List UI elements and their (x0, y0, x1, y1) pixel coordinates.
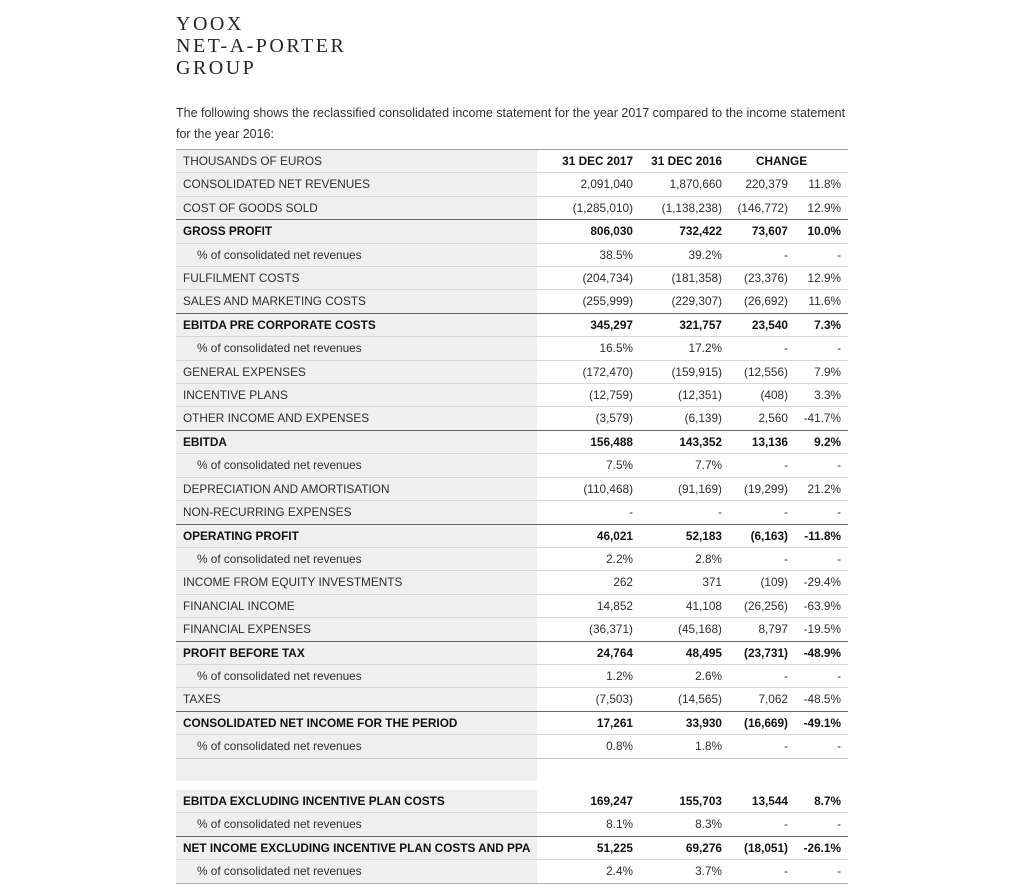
row-label (176, 758, 537, 781)
change-percent (788, 758, 848, 781)
value-2016: 2.8% (633, 547, 722, 570)
row-label: COST OF GOODS SOLD (176, 196, 537, 219)
change-value: (146,772) (722, 196, 788, 219)
change-value: - (722, 501, 788, 524)
units-header: THOUSANDS OF EUROS (176, 150, 537, 173)
change-percent: 21.2% (788, 477, 848, 500)
logo-line-2: NET-A-PORTER (176, 35, 347, 57)
change-percent: 7.3% (788, 313, 848, 336)
change-percent: -26.1% (788, 836, 848, 859)
change-value (722, 781, 788, 790)
row-label: % of consolidated net revenues (176, 664, 537, 687)
table-row (176, 220, 848, 243)
row-label: INCOME FROM EQUITY INVESTMENTS (176, 571, 537, 594)
table-row (176, 407, 848, 430)
value-2016: 33,930 (633, 711, 722, 734)
change-value: 7,062 (722, 688, 788, 711)
change-percent (788, 781, 848, 790)
change-value: 73,607 (722, 220, 788, 243)
value-2017: 7.5% (537, 454, 633, 477)
value-2016: 17.2% (633, 337, 722, 360)
value-2016: (159,915) (633, 360, 722, 383)
change-value: (408) (722, 384, 788, 407)
table-row (176, 337, 848, 360)
value-2016 (633, 758, 722, 781)
column-header-2017: 31 DEC 2017 (537, 150, 633, 173)
row-label: OPERATING PROFIT (176, 524, 537, 547)
table-row (176, 618, 848, 641)
change-value: (16,669) (722, 711, 788, 734)
value-2016: 3.7% (633, 860, 722, 883)
change-value (722, 758, 788, 781)
change-percent: - (788, 454, 848, 477)
table-row (176, 836, 848, 859)
table-row (176, 384, 848, 407)
row-label: % of consolidated net revenues (176, 813, 537, 836)
value-2016: 41,108 (633, 594, 722, 617)
value-2017: (36,371) (537, 618, 633, 641)
change-percent: 12.9% (788, 267, 848, 290)
row-label: FINANCIAL INCOME (176, 594, 537, 617)
income-statement-table (176, 149, 848, 884)
value-2017: (204,734) (537, 267, 633, 290)
value-2017: 806,030 (537, 220, 633, 243)
value-2017: 345,297 (537, 313, 633, 336)
income-table-body (176, 173, 848, 883)
value-2016: 1,870,660 (633, 173, 722, 196)
change-value: 23,540 (722, 313, 788, 336)
change-value: - (722, 547, 788, 570)
change-value: (26,692) (722, 290, 788, 313)
change-percent: 12.9% (788, 196, 848, 219)
value-2016: 732,422 (633, 220, 722, 243)
change-percent: - (788, 860, 848, 883)
value-2017: 2.4% (537, 860, 633, 883)
change-value: - (722, 337, 788, 360)
change-value: (19,299) (722, 477, 788, 500)
row-label: CONSOLIDATED NET INCOME FOR THE PERIOD (176, 711, 537, 734)
row-label: EBITDA PRE CORPORATE COSTS (176, 313, 537, 336)
change-percent: -48.9% (788, 641, 848, 664)
change-value: 220,379 (722, 173, 788, 196)
value-2017: 156,488 (537, 430, 633, 453)
row-label: GROSS PROFIT (176, 220, 537, 243)
value-2017: (255,999) (537, 290, 633, 313)
logo-line-1: YOOX (176, 13, 244, 35)
change-percent: -48.5% (788, 688, 848, 711)
value-2016: 321,757 (633, 313, 722, 336)
row-label: TAXES (176, 688, 537, 711)
value-2017: 17,261 (537, 711, 633, 734)
value-2016: (14,565) (633, 688, 722, 711)
row-label: % of consolidated net revenues (176, 547, 537, 570)
company-logo (176, 13, 346, 79)
column-header-change: CHANGE (722, 150, 848, 173)
value-2016: 69,276 (633, 836, 722, 859)
table-row (176, 547, 848, 570)
change-percent: - (788, 813, 848, 836)
row-label: OTHER INCOME AND EXPENSES (176, 407, 537, 430)
table-row (176, 360, 848, 383)
table-row (176, 594, 848, 617)
row-label: PROFIT BEFORE TAX (176, 641, 537, 664)
table-row (176, 173, 848, 196)
row-label: SALES AND MARKETING COSTS (176, 290, 537, 313)
row-label: EBITDA EXCLUDING INCENTIVE PLAN COSTS (176, 790, 537, 813)
value-2016: 371 (633, 571, 722, 594)
row-label: NON-RECURRING EXPENSES (176, 501, 537, 524)
table-row (176, 290, 848, 313)
value-2017: 8.1% (537, 813, 633, 836)
table-row (176, 641, 848, 664)
change-value: (109) (722, 571, 788, 594)
value-2017: 169,247 (590, 793, 633, 808)
table-row (176, 477, 848, 500)
value-2016 (633, 781, 722, 790)
change-value: (18,051) (722, 836, 788, 859)
row-label: EBITDA (176, 430, 537, 453)
value-2017: 262 (537, 571, 633, 594)
value-2016: (6,139) (633, 407, 722, 430)
change-value: - (722, 813, 788, 836)
change-value: 8,797 (722, 618, 788, 641)
value-2017: 38.5% (537, 243, 633, 266)
change-value: - (722, 454, 788, 477)
change-value: 13,544 (751, 793, 788, 808)
table-row (176, 454, 848, 477)
value-2017 (537, 781, 633, 790)
value-2017: 16.5% (537, 337, 633, 360)
value-2016: (229,307) (633, 290, 722, 313)
change-value: (12,556) (722, 360, 788, 383)
value-2017: - (537, 501, 633, 524)
value-2016: 52,183 (633, 524, 722, 547)
row-label: CONSOLIDATED NET REVENUES (176, 173, 537, 196)
value-2017: 24,764 (537, 641, 633, 664)
value-2017: (7,503) (537, 688, 633, 711)
value-2017: 2.2% (537, 547, 633, 570)
row-label: GENERAL EXPENSES (176, 360, 537, 383)
value-2016: (181,358) (633, 267, 722, 290)
value-2016: (91,169) (633, 477, 722, 500)
table-row (176, 813, 848, 836)
value-2016: 2.6% (633, 664, 722, 687)
value-2016: (1,138,238) (633, 196, 722, 219)
value-2016: 48,495 (633, 641, 722, 664)
row-label: % of consolidated net revenues (176, 860, 537, 883)
spacer-row (176, 781, 848, 790)
value-2017: (12,759) (537, 384, 633, 407)
change-value: (6,163) (722, 524, 788, 547)
value-2016: 39.2% (633, 243, 722, 266)
table-row (176, 524, 848, 547)
change-percent: 8.7% (814, 793, 841, 808)
value-2017: 14,852 (537, 594, 633, 617)
change-percent: -11.8% (788, 524, 848, 547)
change-value: - (722, 664, 788, 687)
table-row (176, 688, 848, 711)
value-2017 (537, 758, 633, 781)
table-row (176, 501, 848, 524)
change-percent: - (788, 547, 848, 570)
change-percent: 9.2% (788, 430, 848, 453)
change-value: (26,256) (722, 594, 788, 617)
column-header-2016: 31 DEC 2016 (633, 150, 722, 173)
value-2016: (45,168) (633, 618, 722, 641)
change-percent: - (788, 243, 848, 266)
value-2017: (172,470) (537, 360, 633, 383)
row-label: NET INCOME EXCLUDING INCENTIVE PLAN COSTS AND PPA (176, 836, 537, 859)
row-label: DEPRECIATION AND AMORTISATION (176, 477, 537, 500)
change-value: 2,560 (722, 407, 788, 430)
change-percent: 10.0% (788, 220, 848, 243)
row-label: % of consolidated net revenues (176, 454, 537, 477)
value-2016: (12,351) (633, 384, 722, 407)
change-percent: 3.3% (788, 384, 848, 407)
value-2017: 2,091,040 (537, 173, 633, 196)
value-2016: 1.8% (633, 735, 722, 758)
row-label: % of consolidated net revenues (176, 337, 537, 360)
table-row (176, 313, 848, 336)
change-percent: 11.8% (788, 173, 848, 196)
row-label: % of consolidated net revenues (176, 735, 537, 758)
value-2016: 155,703 (679, 793, 722, 808)
value-2016: 7.7% (633, 454, 722, 477)
change-percent: - (788, 664, 848, 687)
row-label: INCENTIVE PLANS (176, 384, 537, 407)
table-row (176, 243, 848, 266)
change-percent: -63.9% (788, 594, 848, 617)
value-2017: 0.8% (537, 735, 633, 758)
table-row (176, 571, 848, 594)
row-label (176, 781, 537, 790)
table-row (176, 430, 848, 453)
change-percent: 7.9% (788, 360, 848, 383)
logo-line-3: GROUP (176, 57, 257, 79)
change-percent: - (788, 501, 848, 524)
value-2017: 51,225 (537, 836, 633, 859)
table-row (176, 711, 848, 734)
change-percent: - (788, 337, 848, 360)
value-2017: 46,021 (537, 524, 633, 547)
row-label: FINANCIAL EXPENSES (176, 618, 537, 641)
value-2016: 8.3% (633, 813, 722, 836)
table-row (176, 790, 848, 813)
value-2017: (1,285,010) (537, 196, 633, 219)
table-row (176, 196, 848, 219)
change-value: 13,136 (722, 430, 788, 453)
change-value: - (722, 243, 788, 266)
value-2017: (3,579) (537, 407, 633, 430)
change-percent: -29.4% (788, 571, 848, 594)
value-2016: - (633, 501, 722, 524)
change-percent: -19.5% (788, 618, 848, 641)
value-2016: 143,352 (633, 430, 722, 453)
row-label: % of consolidated net revenues (176, 243, 537, 266)
table-row (176, 664, 848, 687)
table-header-row (176, 150, 848, 173)
table-row (176, 860, 848, 883)
change-value: - (722, 735, 788, 758)
change-value: (23,731) (722, 641, 788, 664)
table-row (176, 267, 848, 290)
change-percent: 11.6% (788, 290, 848, 313)
intro-paragraph: The following shows the reclassified consolidated income statement for the year 2017 compared to the income statement for the year 2016: (176, 106, 846, 141)
value-2017: (110,468) (537, 477, 633, 500)
change-percent: -49.1% (788, 711, 848, 734)
row-label: FULFILMENT COSTS (176, 267, 537, 290)
change-value: (23,376) (722, 267, 788, 290)
value-2017: 1.2% (537, 664, 633, 687)
change-value: - (722, 860, 788, 883)
change-percent: - (788, 735, 848, 758)
spacer-row (176, 758, 848, 781)
table-row (176, 735, 848, 758)
change-percent: -41.7% (788, 407, 848, 430)
